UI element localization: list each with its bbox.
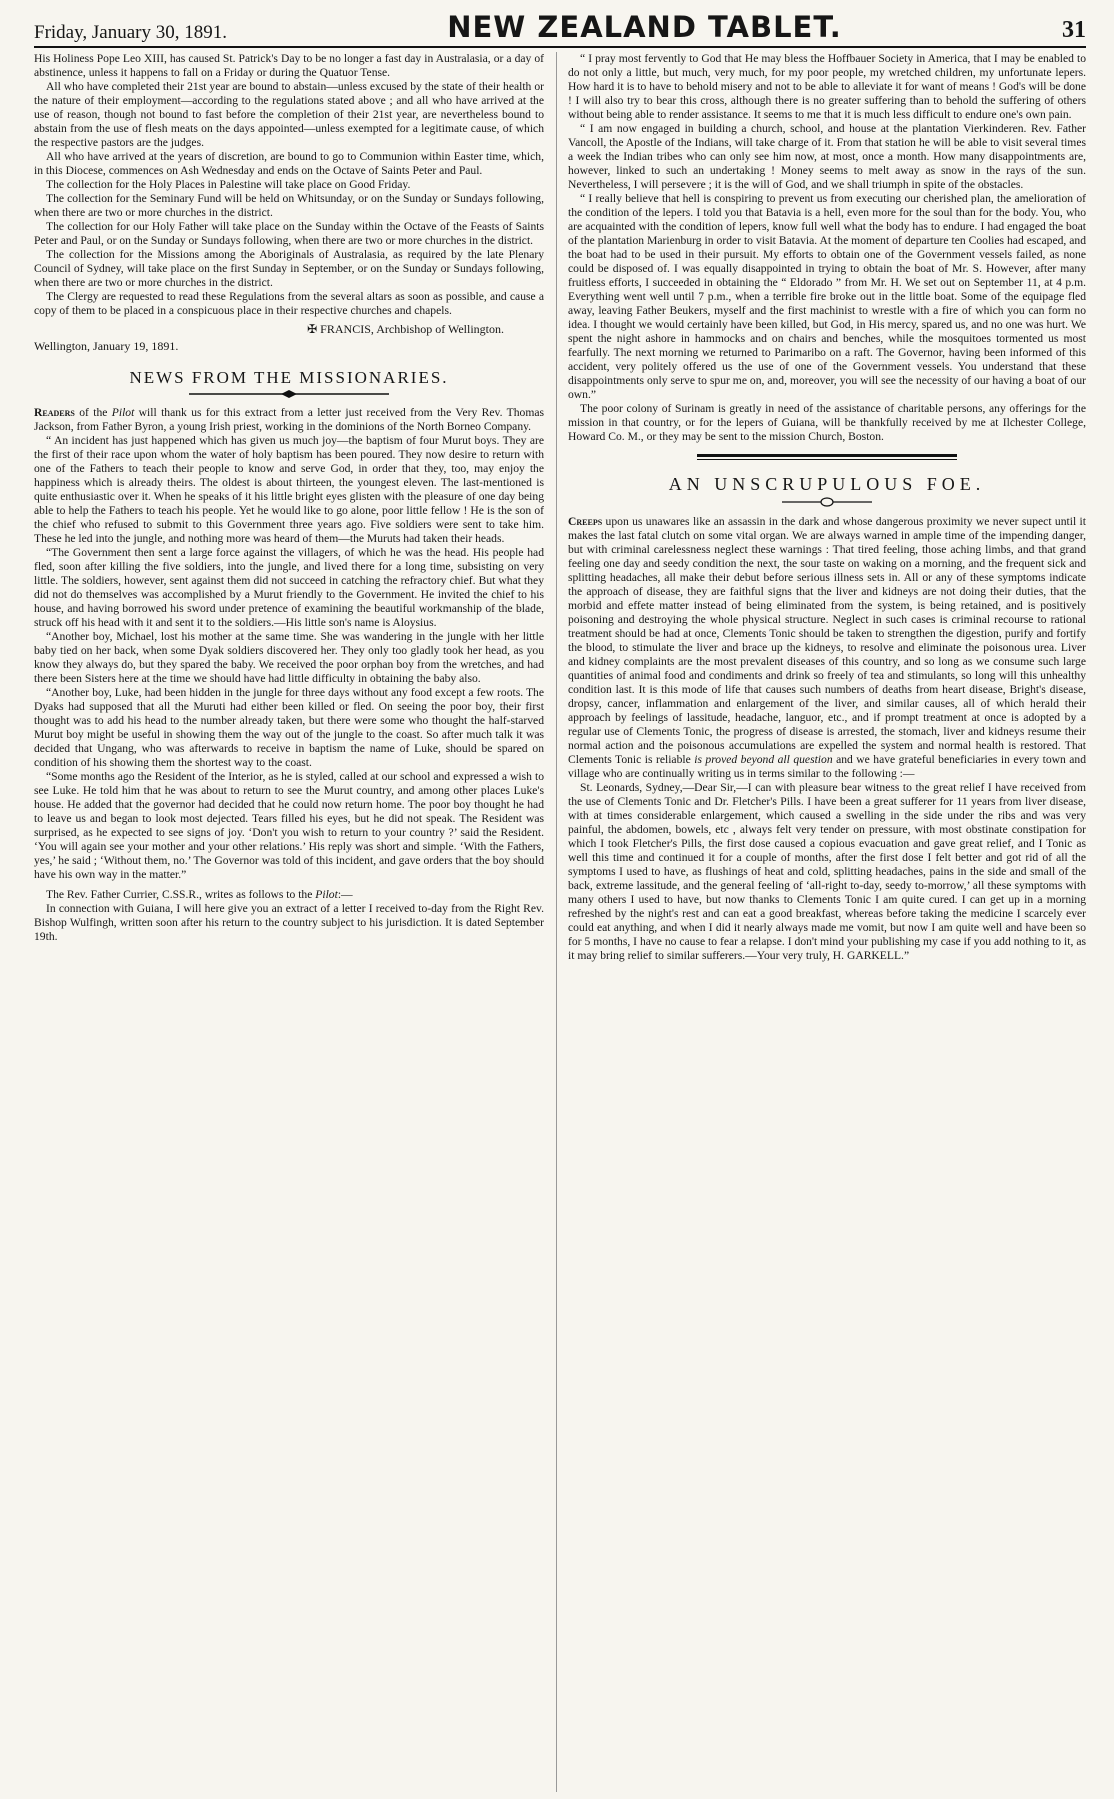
issue-date: Friday, January 30, 1891. bbox=[34, 22, 227, 43]
letter-paragraph: “Some months ago the Resident of the Interior, as he is styled, called at our school and expressed a wish to see Luke. He told him that he was about to return to see the Murut country, and among other places Luke's house. He added that the governor had decided that he could now return home. The poor boy thought he had to leave us and began to look most dejected. Tears filled his eyes, but he did not speak. The Resident was surprised, as he expected to see signs of joy. ‘Don't you wish to return to your country ?’ said the Resident. ‘You will again see your mother and your other relations.’ His reply was short and simple. ‘With the Fathers, yes,’ he said ; ‘Without them, no.’ The Governor was told of this incident, and gave orders that the boy should have his own way in the matter.” bbox=[34, 770, 544, 881]
newspaper-title: NEW ZEALAND TABLET. bbox=[447, 10, 842, 44]
regulation-paragraph: The collection for the Seminary Fund will be held on Whitsunday, or on the Sunday or Sundays following, when there are two or more churches in the district. bbox=[34, 192, 544, 219]
missionaries-heading: NEWS FROM THE MISSIONARIES. bbox=[129, 368, 449, 387]
currier-paragraph: The Rev. Father Currier, C.SS.R., writes as follows to the Pilot:— bbox=[46, 888, 353, 901]
right-column bbox=[568, 52, 1086, 1792]
column-divider bbox=[556, 52, 557, 1792]
left-column bbox=[34, 52, 544, 1792]
missionaries-lead-word: Readers bbox=[34, 406, 75, 419]
section-rule bbox=[568, 454, 1086, 460]
regulation-paragraph: His Holiness Pope Leo XIII, has caused St. Patrick's Day to be no longer a fast day in Australasia, or a day of abstinence, unless it happens to fall on a Friday or during the Quatuor Tense. bbox=[34, 52, 544, 79]
heading-ornament bbox=[782, 497, 872, 507]
foe-article: Creeps upon us unawares like an assassin in the dark and whose dangerous proximity we never supect until it makes the last fatal clutch on some vital organ. We are always warned in ample time of the impending danger, but with criminal carelessness neglect these warnings : That tired feeling, those aching limbs, and that grand feeling one day and seedy condition the next, the sour taste on waking on a morning, and the frequent sick and splitting headaches, all make their debut before serious illness sets in. All or any of these symptoms indicate the approach of disease, they are faithful signs that the liver and kidneys are not doing their duties, that the morbid and effete matter instead of being eliminated from the system, is being retained, and is positively poisoning and destroying the whole physical structure. Neglect in such cases is criminal recourse to rational treatment should be had at once, Clements Tonic should be taken to strengthen the digestion, purify and fortify the blood, to stimulate the liver and brace up the kidneys, to resolve and eliminate the poisonous urea. Liver and kidney complaints are the most prevalent diseases of this country, and so long as we consume such large quantities of animal food and condiments and drink so freely of tea and stimulants, so long will this unhealthy condition last. It is this mode of life that causes such numbers of deaths from heart disease, Bright's disease, dropsy, cancer, inflammation and enlargement of the liver, and similar causes, all of which herald their approach by feelings of lassitude, headache, languor, etc., and if prompt treatment at once is adopted by a regular use of Clements Tonic, the progress of disease is arrested, the stomach, liver and kidneys resume their normal action and the poisonous accumulations are expelled the system and normal health is restored. That Clements Tonic is reliable is proved beyond all question and we have grateful beneficiaries in every town and village who are continually writing us in terms similar to the following :— bbox=[568, 515, 1086, 780]
testimonial-letter: St. Leonards, Sydney,—Dear Sir,—I can with pleasure bear witness to the great relief I have received from the use of Clements Tonic and Dr. Fletcher's Pills. I have been a great sufferer for 11 years from liver disease, with at times considerable enlargement, which caused a swelling in the side under the ribs and was very painful, the abdomen, bowels, etc , always felt very tender on pressure, with most obstinate constipation for which I took Fletcher's Pills, the first dose caused a copious evacuation and gave great relief, and I Tonic as well this time and continued it for a couple of months, after the first dose I felt better and got rid of all the symptoms I used to have, as flushings of heat and cold, splitting headaches, pains in the side and small of the back, extreme lassitude, and the general feeling of ‘all-right to-day, seedy to-morrow,’ all these symptoms with many others I used to have, but now thanks to Clements Tonic I am quite cured. I can get up in a morning refreshed by the night's rest and can eat a good breakfast, whereas before taking the medicine I scarcely ever could eat anything, and when I did it nearly always made me vomit, but now I am quite well and have been so for 5 months, I have no cause to fear a relapse. I don't mind your publishing my case if you add nothing to it, as it may bring relief to similar sufferers.—Your very truly, H. GARKELL.” bbox=[568, 781, 1086, 962]
archbishop-signature: ✠ FRANCIS, Archbishop of Wellington. bbox=[307, 322, 504, 336]
masthead bbox=[34, 0, 1086, 48]
regulation-paragraph: All who have completed their 21st year are bound to abstain—unless excused by the state of their health or the nature of their employment—according to the regulations stated above ; and all who have arrived at the use of reason, though not bound to fast before the completion of their 21st year, are nevertheless bound to abstain from the use of flesh meats on the days appointed—unless exempted for a legitimate cause, of which the respective pastors are the judges. bbox=[34, 80, 544, 149]
bishop-letter-paragraph: “ I really believe that hell is conspiring to prevent us from executing our cherished plan, the amelioration of the condition of the lepers. I told you that Batavia is a hell, even more for the soul than for the body. You, who are acquainted with the condition of lepers, know full well what the body has to endure. I had engaged the boat of the plantation Marienburg in order to visit Batavia. At the moment of departure ten Coolies had escaped, and the boat had to be used in their pursuit. My efforts to obtain one of the Government vessels failed, as none could be disposed of. I was equally disappointed in trying to obtain the boat of Mr. S. However, after many fruitless efforts, I succeeded in obtaining the “ Eldorado ” from Mr. H. We set out on September 11, at 4 p.m. Everything went well until 7 p.m., when a terrible fire broke out in the little boat. Some of the equipage fled away, leaving Father Beukers, myself and the first machinist to wrestle with a fire of which you can form no idea. I thought we would certainly have been killed, but God, in His mercy, spared us, and no one was hurt. We spent the night ashore in hammocks and on chairs and benches, while the mosquitoes tormented us most fearfully. The next morning we returned to Parimaribo on a raft. The Governor, having been informed of this accident, very politely offered us the use of one of the Government vessels. You understand that these disappointments only serve to spur me on, and, moreover, you will see the necessity of our having a boat of our own.” bbox=[568, 192, 1086, 401]
bishop-letter-paragraph: “ I am now engaged in building a church, school, and house at the plantation Vierkinderen. Rev. Father Vancoll, the Apostle of the Indians, will take charge of it. From that station he will be able to visit several times a week the Indian tribes who can only see him now, at most, once a month. How many disappointments are, however, linked to such an undertaking ! Money seems to melt away as snow in the rays of the sun. Nevertheless, I will persevere ; it is the will of God, and we shall triumph in spite of the obstacles. bbox=[568, 122, 1086, 191]
appeal-paragraph: The poor colony of Surinam is greatly in need of the assistance of charitable persons, any offerings for the mission in that country, or for the lepers of Guiana, will be thankfully received by me at Ilchester College, Howard Co. M., or they may be sent to the mission Church, Boston. bbox=[568, 402, 1086, 443]
guiana-intro: In connection with Guiana, I will here give you an extract of a letter I received to-day from the Right Rev. Bishop Wulfingh, written soon after his return to the country subject to his jurisdiction. It is dated September 19th. bbox=[34, 902, 544, 943]
regulation-paragraph: The collection for the Holy Places in Palestine will take place on Good Friday. bbox=[46, 178, 411, 191]
heading-ornament bbox=[189, 390, 389, 398]
bishop-letter-paragraph: “ I pray most fervently to God that He may bless the Hoffbauer Society in America, that I may be enabled to do not only a little, but much, very much, for my poor people, my wretched children, my unfortunate lepers. How hard it is to have to behold misery and not to be able to alleviate it for want of means ! God's will be done ! I will also try to bear this cross, although there is no greater suffering than to behold the suffering of others without being able to render assistance. It seems to me that it is much less difficult to endure one's own pain. bbox=[568, 52, 1086, 121]
letter-paragraph: “ An incident has just happened which has given us much joy—the baptism of four Murut boys. They are the first of their race upon whom the water of holy baptism has been poured. They now desire to return with one of the Fathers to teach their people to know and serve God, in order that they, too, may enjoy the happiness which is already theirs. The oldest is about thirteen, the youngest eleven. The last-mentioned is quite enthusiastic over it. When he speaks of it his little bright eyes glisten with the pleasure of one day being able to help the Fathers to teach his people. Yet he would like to go alone, poor little fellow ! He is the son of the chief who refused to submit to this Government three years ago. Five soldiers were sent to take him. These he led into the jungle, and nothing more was heard of them—the Muruts had taken their heads. bbox=[34, 434, 544, 545]
signature-place-date: Wellington, January 19, 1891. bbox=[34, 339, 179, 353]
missionaries-intro: Readers of the Pilot will thank us for this extract from a letter just received from the Very Rev. Thomas Jackson, from Father Byron, a young Irish priest, working in the dominions of the North Borneo Company. bbox=[34, 406, 544, 433]
foe-lead-word: Creeps bbox=[568, 515, 603, 528]
letter-paragraph: “Another boy, Luke, had been hidden in the jungle for three days without any food except a few roots. The Dyaks had supposed that all the Muruti had either been killed or fled. On seeing the poor boy, their first thought was to add his head to the number already taken, but there were some who thought the half-starved Murut boy might be useful in showing them the way out of the jungle to the coast. So after much talk it was decided that Ungang, who was afterwards to receive in baptism the name of Luke, should be spared on condition of his showing them the shortest way to the coast. bbox=[34, 686, 544, 769]
regulation-paragraph: The collection for the Missions among the Aboriginals of Australasia, as required by the late Plenary Council of Sydney, will take place on the first Sunday in September, or on the Sunday or Sundays following, when there are two or more churches in the district. bbox=[34, 248, 544, 289]
regulation-paragraph: The collection for our Holy Father will take place on the Sunday within the Octave of the Feasts of Saints Peter and Paul, or on the Sunday or Sundays following, when there are two or more churches in the district. bbox=[34, 220, 544, 247]
letter-paragraph: “Another boy, Michael, lost his mother at the same time. She was wandering in the jungle with her little baby tied on her back, when some Dyak soldiers discovered her. They only too gladly took her head, as you know they always do, but they spared the baby. We received the poor orphan boy from the wretches, and had there been Sisters here at the time we should have had little difficulty in obtaining the baby also. bbox=[34, 630, 544, 685]
regulation-paragraph: The Clergy are requested to read these Regulations from the several altars as soon as possible, and cause a copy of them to be placed in a conspicuous place in their respective churches and chapels. bbox=[34, 290, 544, 317]
regulation-paragraph: All who have arrived at the years of discretion, are bound to go to Communion within Easter time, which, in this Diocese, commences on Ash Wednesday and ends on the Octave of Saints Peter and Paul. bbox=[34, 150, 544, 177]
page-number: 31 bbox=[1061, 17, 1086, 43]
letter-paragraph: “The Government then sent a large force against the villagers, of which he was the head. His people had fled, soon after killing the five soldiers, into the jungle, and lived there for a long time, subsisting on very little. The soldiers, however, sent against them did not succeed in catching the refractory chief. But what they did not do themselves was accomplished by a Murut friendly to the Government. He invited the chief to his house, and having borrowed his sword under pretence of examining the beautiful workmanship of the blade, struck off his head with it and sent it to the soldiers.—His little son's name is Aloysius. bbox=[34, 546, 544, 629]
foe-heading: AN UNSCRUPULOUS FOE. bbox=[668, 474, 986, 494]
